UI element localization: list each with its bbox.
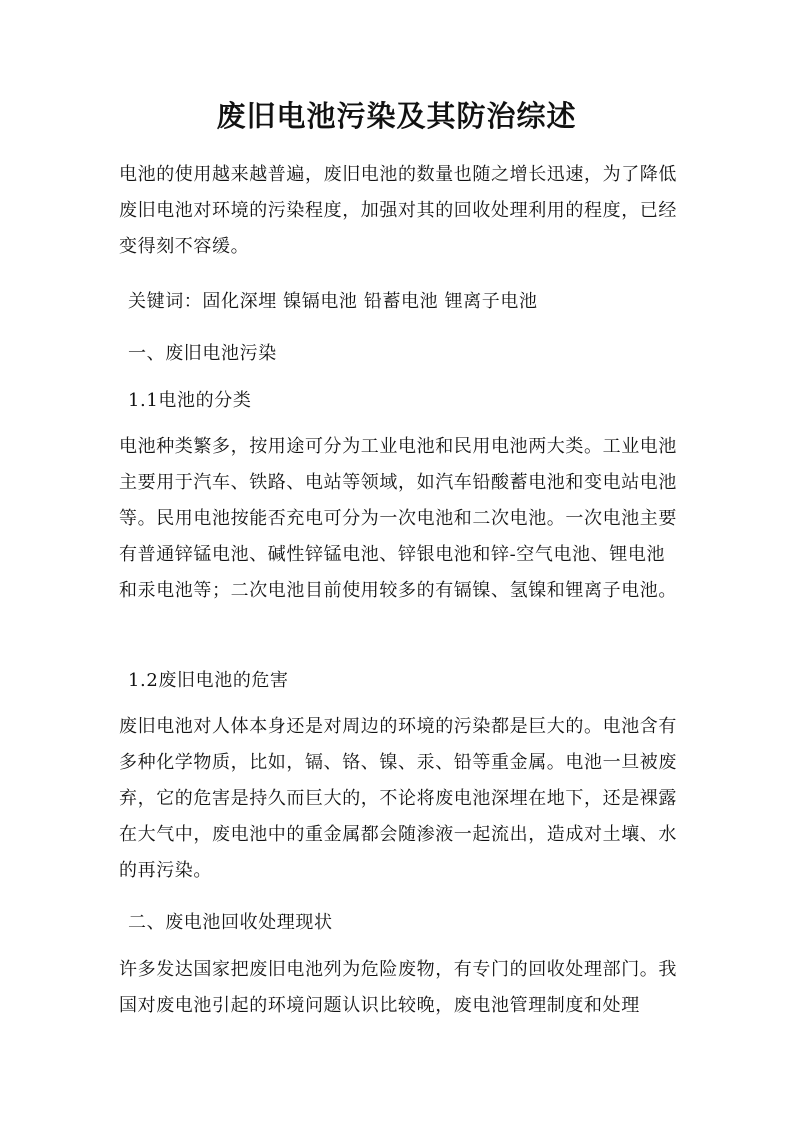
subsection-heading-1-2: 1.2废旧电池的危害 [128,670,289,691]
section-heading-2: 二、废电池回收处理现状 [128,912,333,933]
document-title: 废旧电池污染及其防治综述 [216,99,577,133]
keywords-line: 关键词：固化深埋 镍镉电池 铅蓄电池 锂离子电池 [128,291,538,312]
intro-paragraph: 电池的使用越来越普遍，废旧电池的数量也随之增长迅速，为了降低废旧电池对环境的污染程度，加强对其的回收处理利用的程度，已经变得刻不容缓。 [119,164,677,257]
section-heading-1: 一、废旧电池污染 [128,343,277,364]
battery-harm-paragraph: 废旧电池对人体本身还是对周边的环境的污染都是巨大的。电池含有多种化学物质，比如，镉、铬、镍、汞、铅等重金属。电池一旦被废弃，它的危害是持久而巨大的，不论将废电池深埋在地下，还是裸露在大气中，废电池中的重金属都会随渗液一起流出，造成对土壤、水的再污染。 [119,716,677,881]
recycling-status-paragraph: 许多发达国家把废旧电池列为危险废物，有专门的回收处理部门。我国对废电池引起的环境问题认识比较晚，废电池管理制度和处理 [119,959,677,1016]
subsection-heading-1-1: 1.1电池的分类 [128,390,252,411]
battery-types-paragraph: 电池种类繁多，按用途可分为工业电池和民用电池两大类。工业电池主要用于汽车、铁路、电站等领域，如汽车铅酸蓄电池和变电站电池等。民用电池按能否充电可分为一次电池和二次电池。一次电池主要有普通锌锰电池、碱性锌锰电池、锌银电池和锌-空气电池、锂电池和汞电池等；二次电池目前使用较多的有镉镍、氢镍和锂离子电池。 [119,436,677,601]
